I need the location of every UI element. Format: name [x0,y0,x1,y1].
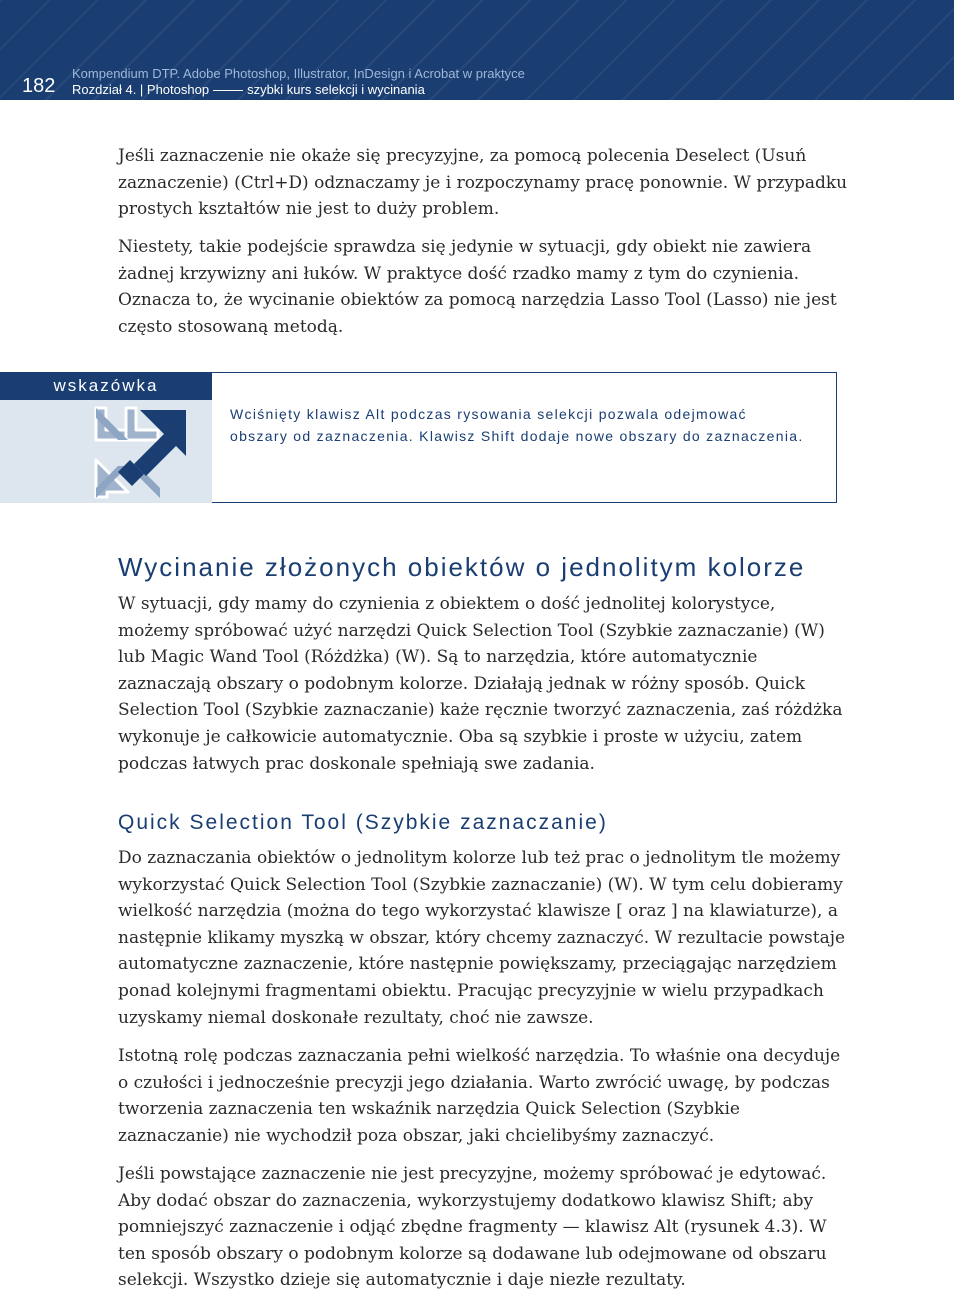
chapter-prefix: Rozdział 4. | Photoshop [72,82,210,97]
tip-text: Wciśnięty klawisz Alt podczas rysowania selekcji pozwala odejmować obszary od zaznaczenia. Klawisz Shift dodaje nowe obszary do zaznaczenia. [230,406,804,444]
chapter-suffix: szybki kurs selekcji i wycinania [247,82,425,97]
section2-paragraph-2: Istotną rolę podczas zaznaczania pełni wielkość narzędzia. To właśnie ona decyduje o czułości i jednocześnie precyzji jego działania. Warto zwrócić uwagę, by podczas tworzenia zaznaczenia ten wskaźnik narzędzia Quick Selection (Szybkie zaznaczanie) nie wychodził poza obszar, jaki chcielibyśmy zaznaczyć. [118,1046,841,1146]
section-heading-main: Wycinanie złożonych obiektów o jednolitym kolorze [118,552,806,582]
intro-paragraph-2: Niestety, takie podejście sprawdza się jedynie w sytuacji, gdy obiekt nie zawiera żadnej krzywizny ani łuków. W praktyce dość rzadko mamy z tym do czynienia. Oznacza to, że wycinanie obiektów za pomocą narzędzia Lasso Tool (Lasso) nie jest często stosowaną metodą. [118,237,837,337]
chapter-title [72,82,425,97]
page-number: 182 [22,75,56,97]
tip-label: wskazówka [0,372,212,400]
arrows-converge-icon [0,400,212,503]
dash-divider [213,90,243,91]
section2-paragraph-1: Do zaznaczania obiektów o jednolitym kolorze lub też prac o jednolitym tle możemy wykorzystać Quick Selection Tool (Szybkie zaznaczanie) (W). W tym celu dobieramy wielkość narzędzia (można do tego wykorzystać klawisze [ oraz ] na klawiaturze), a następnie klikamy myszką w obszar, który chcemy zaznaczyć. W rezultacie powstaje automatyczne zaznaczenie, które następnie powiększamy, przeciągając narzędziem ponad kolejnymi fragmentami obiektu. Pracując precyzyjnie w wielu przypadkach uzyskamy niemal doskonałe rezultaty, choć nie zawsze. [118,848,846,1028]
intro-paragraph-1: Jeśli zaznaczenie nie okaże się precyzyjne, za pomocą polecenia Deselect (Usuń zaznaczenie) (Ctrl+D) odznaczamy je i rozpoczynamy pracę ponownie. W przypadku prostych kształtów nie jest to duży problem. [118,146,848,220]
section2-paragraph-3: Jeśli powstające zaznaczenie nie jest precyzyjne, możemy spróbować je edytować. Aby dodać obszar do zaznaczenia, wykorzystujemy dodatkowo klawisz Shift; aby pomniejszyć zaznaczenie i odjąć zbędne fragmenty — klawisz Alt (rysunek 4.3). W ten sposób obszary o podobnym kolorze są dodawane lub odejmowane od obszaru selekcji. Wszystko dzieje się automatycznie i daje niezłe rezultaty. [118,1164,827,1291]
section1-paragraph: W sytuacji, gdy mamy do czynienia z obiektem o dość jednolitej kolorystyce, możemy spróbować użyć narzędzi Quick Selection Tool (Szybkie zaznaczanie) (W) lub Magic Wand Tool (Różdżka) (W). Są to narzędzia, które automatycznie zaznaczają obszary o podobnym kolorze. Działają jednak w różny sposób. Quick Selection Tool (Szybkie zaznaczanie) każe ręcznie tworzyć zaznaczenia, zaś różdżka wykonuje je całkowicie automatycznie. Oba są szybkie i proste w użyciu, zatem podczas łatwych prac doskonale spełniają swe zadania. [118,594,843,774]
tip-icon-panel [0,400,212,503]
page-header [0,0,954,100]
section-heading-sub: Quick Selection Tool (Szybkie zaznaczanie) [118,811,608,834]
book-title: Kompendium DTP. Adobe Photoshop, Illustrator, InDesign i Acrobat w praktyce [72,66,525,81]
